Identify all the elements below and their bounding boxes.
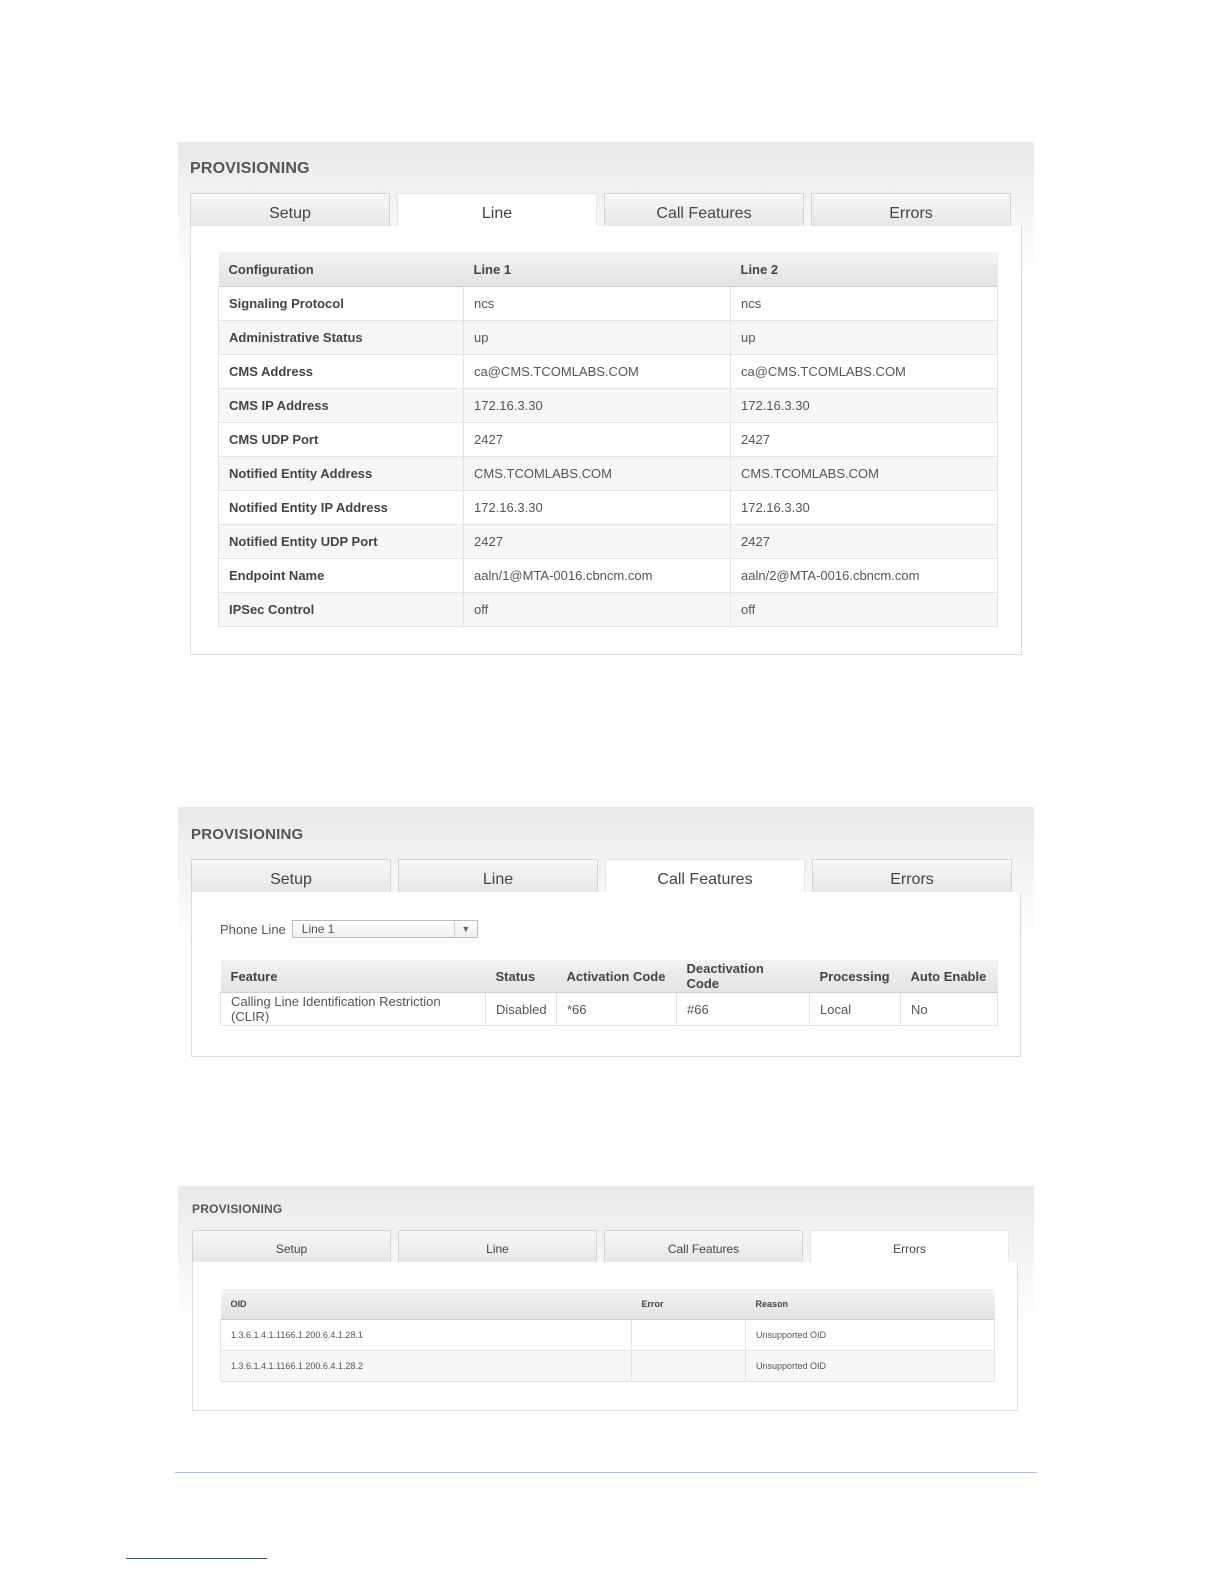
line-1-value: CMS.TCOMLABS.COM xyxy=(464,457,731,491)
footer-divider xyxy=(175,1472,1037,1473)
line-1-value: ncs xyxy=(464,287,731,321)
column-header-auto-enable: Auto Enable xyxy=(901,960,998,993)
oid-cell: 1.3.6.1.4.1.1166.1.200.6.4.1.28.2 xyxy=(221,1351,632,1382)
line-2-value: 2427 xyxy=(731,525,998,559)
column-header-activation-code: Activation Code xyxy=(557,960,677,993)
row-label: IPSec Control xyxy=(219,593,464,627)
tab-content xyxy=(190,226,1022,655)
row-label: CMS Address xyxy=(219,355,464,389)
line-1-value: 2427 xyxy=(464,525,731,559)
tab-content xyxy=(192,1262,1018,1411)
column-header-configuration: Configuration xyxy=(219,252,464,287)
errors-table xyxy=(220,1289,995,1382)
line-2-value: ncs xyxy=(731,287,998,321)
activation-code-cell: *66 xyxy=(557,993,677,1026)
column-header-oid: OID xyxy=(221,1289,632,1320)
line-1-value: up xyxy=(464,321,731,355)
table-row xyxy=(219,355,998,389)
table-header-row xyxy=(221,1289,995,1320)
tab-call-features[interactable]: Call Features xyxy=(604,193,804,226)
table-row xyxy=(219,457,998,491)
processing-cell: Local xyxy=(810,993,901,1026)
provisioning-panel-line xyxy=(178,142,1034,672)
row-label: Notified Entity Address xyxy=(219,457,464,491)
tab-setup[interactable]: Setup xyxy=(192,1230,391,1262)
feature-cell: Calling Line Identification Restriction (CLIR) xyxy=(221,993,486,1026)
table-row xyxy=(221,1351,995,1382)
error-cell xyxy=(632,1351,746,1382)
deactivation-code-cell: #66 xyxy=(677,993,810,1026)
column-header-line-1: Line 1 xyxy=(464,252,731,287)
row-label: Administrative Status xyxy=(219,321,464,355)
panel-title: PROVISIONING xyxy=(192,1202,283,1216)
table-row xyxy=(221,1320,995,1351)
row-label: Signaling Protocol xyxy=(219,287,464,321)
table-row xyxy=(219,321,998,355)
row-label: CMS UDP Port xyxy=(219,423,464,457)
tab-call-features[interactable]: Call Features xyxy=(605,859,805,892)
line-2-value: 172.16.3.30 xyxy=(731,389,998,423)
chevron-down-icon[interactable]: ▼ xyxy=(454,921,477,937)
column-header-error: Error xyxy=(632,1289,746,1320)
table-row xyxy=(219,423,998,457)
column-header-feature: Feature xyxy=(221,960,486,993)
line-1-value: off xyxy=(464,593,731,627)
table-header-row xyxy=(219,252,998,287)
row-label: Notified Entity UDP Port xyxy=(219,525,464,559)
phone-line-label: Phone Line xyxy=(220,921,286,937)
reason-cell: Unsupported OID xyxy=(746,1351,995,1382)
tab-errors[interactable]: Errors xyxy=(812,859,1012,892)
reason-cell: Unsupported OID xyxy=(746,1320,995,1351)
tab-content xyxy=(191,892,1021,1057)
row-label: Notified Entity IP Address xyxy=(219,491,464,525)
line-1-value: 172.16.3.30 xyxy=(464,491,731,525)
line-2-value: up xyxy=(731,321,998,355)
error-cell xyxy=(632,1320,746,1351)
tab-setup[interactable]: Setup xyxy=(190,193,390,226)
oid-cell: 1.3.6.1.4.1.1166.1.200.6.4.1.28.1 xyxy=(221,1320,632,1351)
column-header-deactivation-code: Deactivation Code xyxy=(677,960,810,993)
phone-line-select[interactable] xyxy=(292,920,478,938)
row-label: CMS IP Address xyxy=(219,389,464,423)
tab-line[interactable]: Line xyxy=(397,193,597,226)
table-row xyxy=(219,559,998,593)
line-1-value: 2427 xyxy=(464,423,731,457)
tab-call-features[interactable]: Call Features xyxy=(604,1230,803,1262)
auto-enable-cell: No xyxy=(901,993,998,1026)
tab-line[interactable]: Line xyxy=(398,859,598,892)
line-2-value: aaln/2@MTA-0016.cbncm.com xyxy=(731,559,998,593)
line-config-table xyxy=(218,252,998,627)
line-2-value: ca@CMS.TCOMLABS.COM xyxy=(731,355,998,389)
line-1-value: ca@CMS.TCOMLABS.COM xyxy=(464,355,731,389)
tab-setup[interactable]: Setup xyxy=(191,859,391,892)
row-label: Endpoint Name xyxy=(219,559,464,593)
line-1-value: 172.16.3.30 xyxy=(464,389,731,423)
panel-title: PROVISIONING xyxy=(190,160,310,177)
line-2-value: 172.16.3.30 xyxy=(731,491,998,525)
tab-errors[interactable]: Errors xyxy=(811,193,1011,226)
line-2-value: off xyxy=(731,593,998,627)
table-row xyxy=(219,287,998,321)
phone-line-control xyxy=(220,920,478,938)
provisioning-panel-errors xyxy=(178,1186,1034,1426)
column-header-status: Status xyxy=(486,960,557,993)
provisioning-panel-call-features xyxy=(178,807,1034,1072)
status-cell: Disabled xyxy=(486,993,557,1026)
column-header-line-2: Line 2 xyxy=(731,252,998,287)
call-features-table xyxy=(220,960,998,1026)
line-2-value: CMS.TCOMLABS.COM xyxy=(731,457,998,491)
phone-line-selected-value: Line 1 xyxy=(301,922,335,936)
table-row xyxy=(219,491,998,525)
table-row xyxy=(221,993,998,1026)
table-header-row xyxy=(221,960,998,993)
column-header-reason: Reason xyxy=(746,1289,995,1320)
table-row xyxy=(219,389,998,423)
line-1-value: aaln/1@MTA-0016.cbncm.com xyxy=(464,559,731,593)
column-header-processing: Processing xyxy=(810,960,901,993)
footnote-divider xyxy=(126,1558,267,1559)
tab-errors[interactable]: Errors xyxy=(810,1230,1009,1262)
line-2-value: 2427 xyxy=(731,423,998,457)
tab-line[interactable]: Line xyxy=(398,1230,597,1262)
panel-title: PROVISIONING xyxy=(191,826,304,843)
table-row xyxy=(219,593,998,627)
table-row xyxy=(219,525,998,559)
